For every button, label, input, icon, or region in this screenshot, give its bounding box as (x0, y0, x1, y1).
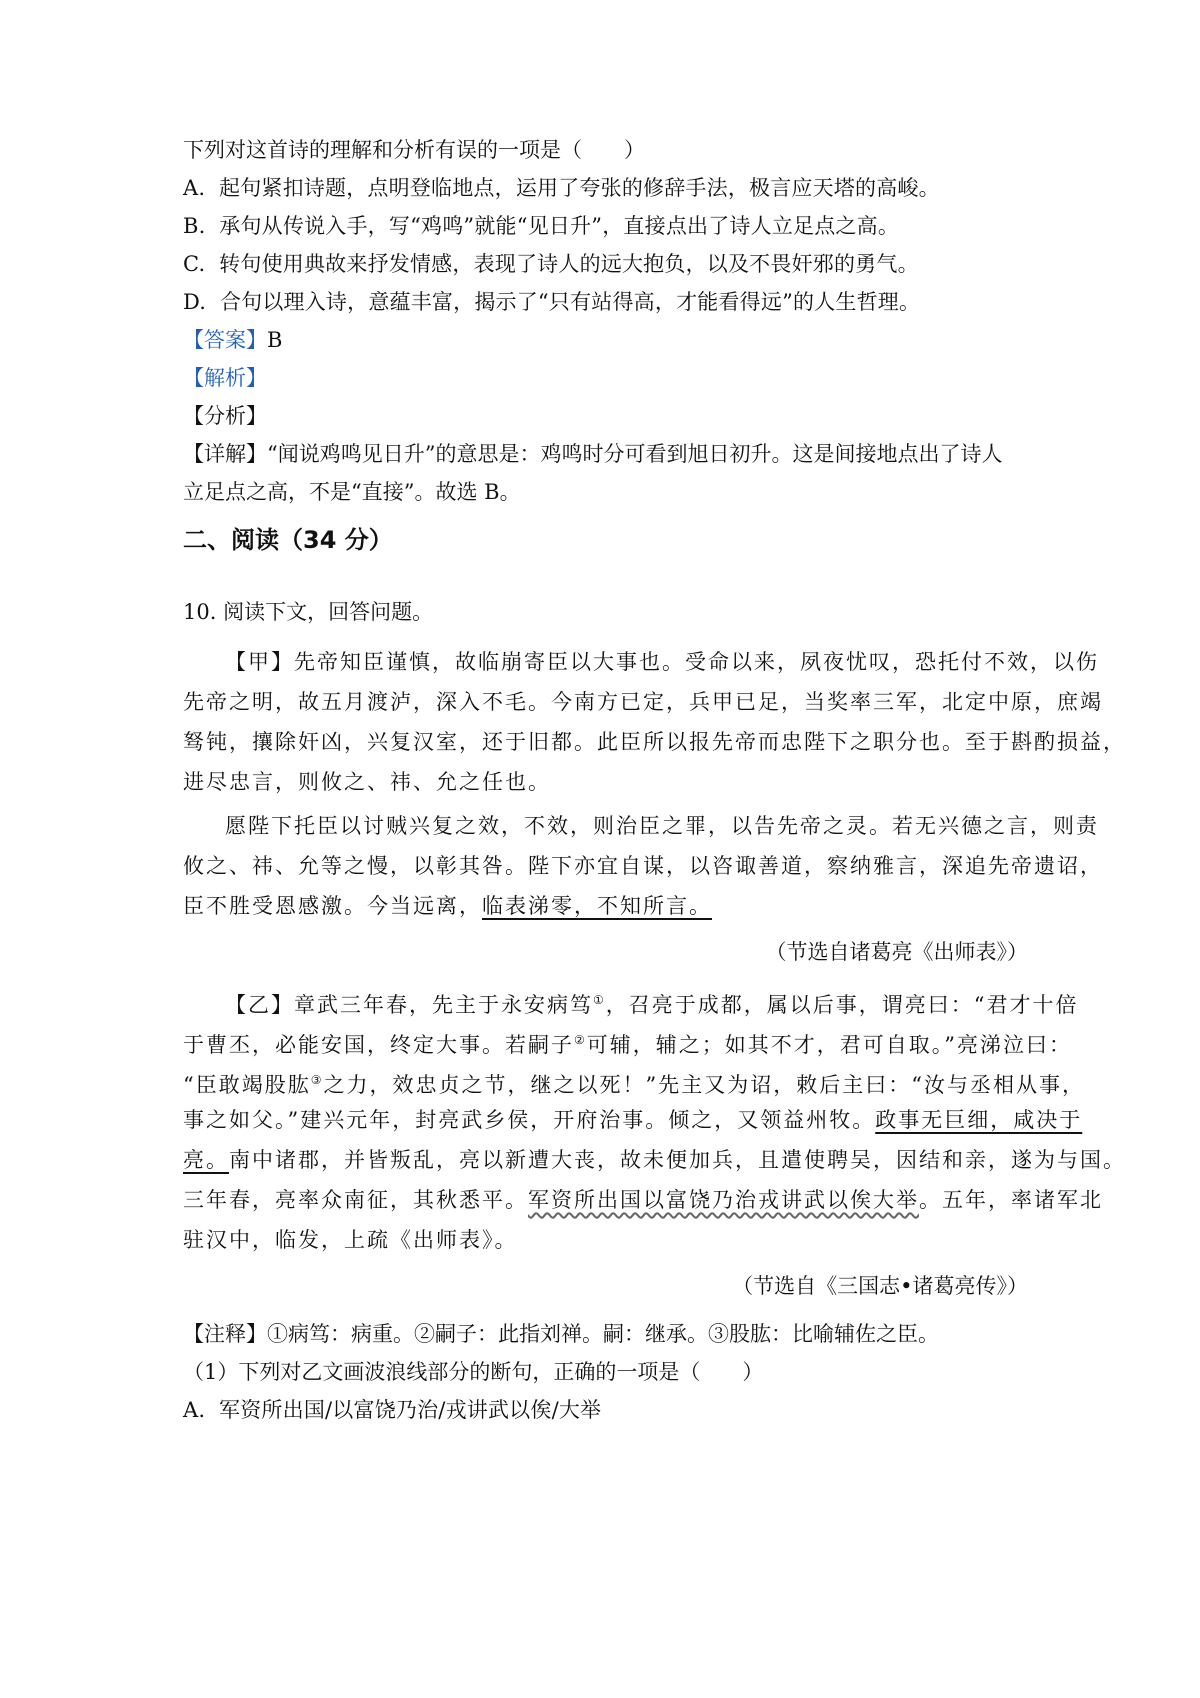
option-letter: A. (183, 176, 206, 200)
jia-p2-text: 臣不胜受恩感激。今当远离， (183, 894, 482, 918)
detail-text: “闻说鸡鸣见日升”的意思是：鸡鸣时分可看到旭日初升。这是间接地点出了诗人 (267, 442, 1003, 466)
question-stem: 下列对这首诗的理解和分析有误的一项是（ ） (183, 138, 645, 162)
yi-line-2 (183, 1026, 1072, 1059)
jia-p1-line-1: 【甲】先帝知臣谨慎，故临崩寄臣以大事也。受命以来，夙夜忧叹，恐托付不效，以伤 (225, 650, 1099, 674)
option-letter: C. (183, 252, 206, 276)
jia-p1-line-3: 驽钝，攘除奸凶，兴复汉室，还于旧都。此臣所以报先帝而忠陛下之职分也。至于斟酌损益， (183, 730, 1126, 754)
yi-text: ，召亮于成都，属以后事，谓亮曰：“君才十倍 (605, 993, 1079, 1017)
underlined-sentence: 政事无巨细，咸决于 (875, 1108, 1083, 1132)
jia-p1-line-2: 先帝之明，故五月渡泸，深入不毛。今南方已定，兵甲已足，当奖率三军，北定中原，庶竭 (183, 690, 1103, 714)
option-b (183, 212, 899, 240)
yi-line-3 (183, 1066, 1085, 1099)
yi-text: 【乙】章武三年春，先主于永安病笃 (225, 993, 593, 1017)
option-letter: A. (183, 1398, 206, 1422)
yi-line-1 (225, 986, 1079, 1019)
option-text: 转句使用典故来抒发情感，表现了诗人的远大抱负，以及不畏奸邪的勇气。 (219, 252, 919, 276)
sub-question-1: （1）下列对乙文画波浪线部分的断句，正确的一项是（ ） (183, 1360, 764, 1384)
detail-line-2: 立足点之高，不是“直接”。故选 B。 (183, 480, 521, 504)
jia-p2-line-3 (183, 892, 712, 920)
section-title: 二、阅读（34 分） (183, 526, 393, 554)
option-text: 起句紧扣诗题，点明登临地点，运用了夸张的修辞手法，极言应天塔的高峻。 (219, 176, 940, 200)
yi-text: 三年春，亮率众南征，其秋悉平。 (183, 1188, 528, 1212)
yi-line-4 (183, 1106, 1082, 1134)
underlined-sentence: 临表涕零，不知所言。 (482, 894, 712, 918)
option-text: 军资所出国/以富饶乃治/戎讲武以俟/大举 (219, 1398, 602, 1422)
sub-question-1-option-a (183, 1396, 601, 1424)
footnote-marker: ① (593, 993, 606, 1007)
yi-text: 于曹丕，必能安国，终定大事。若嗣子 (183, 1033, 574, 1057)
yi-text: 之力，效忠贞之节，继之以死！”先主又为诏，敕后主曰：“汝与丞相从事， (323, 1073, 1085, 1097)
option-a (183, 174, 940, 202)
option-text: 合句以理入诗，意蕴丰富，揭示了“只有站得高，才能看得远”的人生哲理。 (219, 290, 921, 314)
detail-line-1 (183, 440, 1002, 468)
answer-label: 【答案】 (183, 328, 267, 352)
yi-text: 南中诸郡，并皆叛乱，亮以新遭大丧，故未便加兵，且遣使聘吴，因结和亲，遂为与国。 (229, 1148, 1126, 1172)
option-d (183, 288, 920, 316)
jia-p2-line-2: 攸之、祎、允等之慢，以彰其咎。陛下亦宜自谋，以咨诹善道，察纳雅言，深追先帝遗诏， (183, 854, 1103, 878)
jia-p2-line-1: 愿陛下托臣以讨贼兴复之效，不效，则治臣之罪，以告先帝之灵。若无兴德之言，则责 (225, 814, 1099, 838)
option-letter: D. (183, 290, 207, 314)
analysis-label: 【解析】 (183, 366, 267, 390)
wavy-underlined-sentence: 军资所出国以富饶乃治戎讲武以俟大举 (528, 1188, 919, 1212)
answer-value: B (267, 328, 283, 352)
answer-line (183, 326, 282, 354)
yi-line-5 (183, 1146, 1126, 1174)
footnote-marker: ③ (310, 1073, 324, 1087)
yi-source: （节选自《三国志•诸葛亮传》） (732, 1274, 1028, 1298)
jia-source: （节选自诸葛亮《出师表》） (765, 940, 1028, 964)
option-letter: B. (183, 214, 206, 238)
footnote-marker: ② (574, 1033, 587, 1047)
question-10-title: 10. 阅读下文，回答问题。 (183, 600, 434, 624)
underlined-sentence: 亮。 (183, 1148, 229, 1172)
option-c (183, 250, 919, 278)
option-text: 承句从传说入手，写“鸡鸣”就能“见日升”，直接点出了诗人立足点之高。 (219, 214, 900, 238)
yi-text: 事之如父。”建兴元年，封亮武乡侯，开府治事。倾之，又领益州牧。 (183, 1108, 876, 1132)
yi-text: “臣敢竭股肱 (183, 1073, 311, 1097)
detail-label: 【详解】 (183, 442, 267, 466)
yi-text: 可辅，辅之；如其不才，君可自取。”亮涕泣曰： (586, 1033, 1072, 1057)
yi-line-7: 驻汉中，临发，上疏《出师表》。 (183, 1228, 518, 1252)
yi-line-6 (183, 1186, 1103, 1214)
yi-text: 。五年，率诸军北 (919, 1188, 1103, 1212)
jia-p1-line-4: 进尽忠言，则攸之、祎、允之任也。 (183, 770, 551, 794)
annotation-note: 【注释】①病笃：病重。②嗣子：此指刘禅。嗣：继承。③股肱：比喻辅佐之臣。 (183, 1322, 939, 1346)
fenxi-label: 【分析】 (183, 404, 267, 428)
